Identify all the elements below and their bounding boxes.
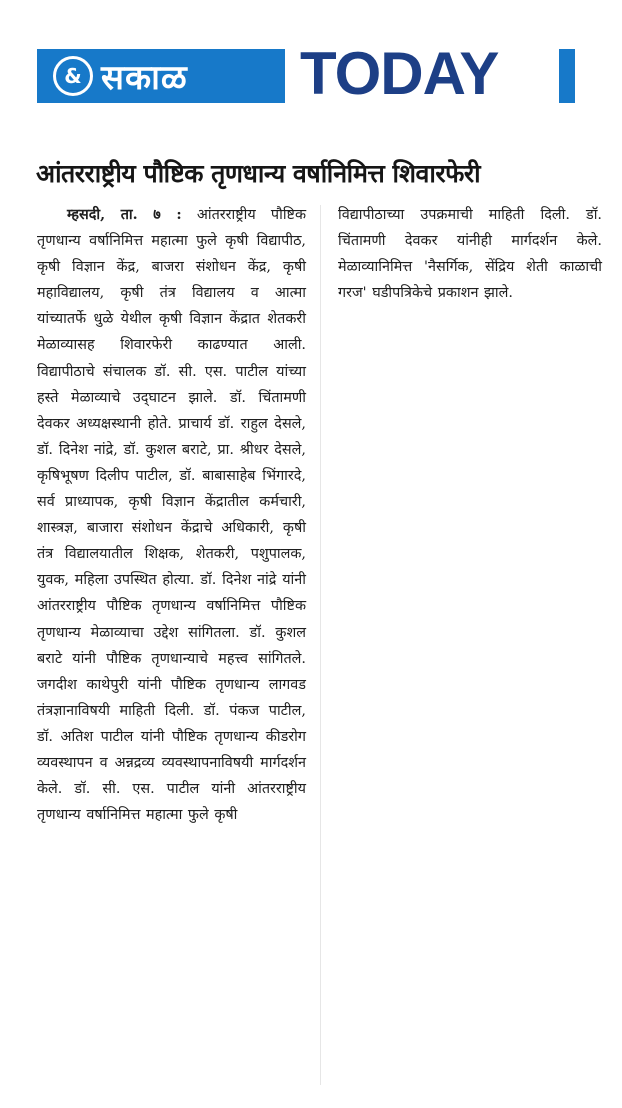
article-column-left xyxy=(37,202,306,1087)
article-dateline: म्हसदी, ता. ७ : xyxy=(67,206,182,223)
article-body-left: आंतरराष्ट्रीय पौष्टिक तृणधान्य वर्षानिमित्त महात्मा फुले कृषी विद्यापीठ, कृषी विज्ञान केंद्र, बाजरा संशोधन केंद्र, कृषी महाविद्यालय, कृषी तंत्र विद्यालय व आत्मा यांच्यातर्फे धुळे येथील कृषी विज्ञान केंद्रात शेतकरी मेळाव्यासह शिवारफेरी काढण्यात आली. विद्यापीठाचे संचालक डॉ. सी. एस. पाटील यांच्या हस्ते मेळाव्याचे उद्‍घाटन झाले. डॉ. चिंतामणी देवकर अध्यक्षस्थानी होते. प्राचार्य डॉ. राहुल देसले, डॉ. दिनेश नांद्रे, डॉ. कुशल बराटे, प्रा. श्रीधर देसले, कृषिभूषण दिलीप पाटील, डॉ. बाबासाहेब भिंगारदे, सर्व प्राध्यापक, कृषी विज्ञान केंद्रातील कर्मचारी, शास्त्रज्ञ, बाजारा संशोधन केंद्राचे अधिकारी, कृषी तंत्र विद्यालयातील शिक्षक, शेतकरी, पशुपालक, युवक, महिला उपस्थित होत्या. डॉ. दिनेश नांद्रे यांनी आंतरराष्ट्रीय पौष्टिक तृणधान्य वर्षानिमित्त पौष्टिक तृणधान्य मेळाव्याचा उद्देश सांगितला. डॉ. कुशल बराटे यांनी पौष्टिक तृणधान्याचे महत्त्व सांगितले. जगदीश काथेपुरी यांनी पौष्टिक तृणधान्य लागवड तंत्रज्ञानाविषयी माहिती दिली. डॉ. पंकज पाटील, डॉ. अतिश पाटील यांनी पौष्टिक तृणधान्य कीडरोग व्यवस्थापन व अन्नद्रव्य व्यवस्थापनाविषयी मार्गदर्शन केले. डॉ. सी. एस. पाटील यांनी आंतरराष्ट्रीय तृणधान्य वर्षानिमित्त महात्मा फुले कृषी xyxy=(37,207,307,824)
article-body-right: विद्यापीठाच्या उपक्रमाची माहिती दिली. डॉ. चिंतामणी देवकर यांनीही मार्गदर्शन केले. मेळाव्यानिमित्त 'नैसर्गिक, सेंद्रिय शेती काळाची गरज' घडीपत्रिकेचे प्रकाशन झाले. xyxy=(338,207,602,302)
brand-name: सकाळ xyxy=(101,58,188,98)
brand-logo-icon: & xyxy=(53,56,93,96)
column-divider xyxy=(320,205,321,1085)
edition-accent-bar xyxy=(559,49,575,103)
article-headline: आंतरराष्ट्रीय पौष्टिक तृणधान्य वर्षानिमित्त शिवारफेरी xyxy=(36,158,481,188)
edition-title: TODAY xyxy=(300,40,499,107)
article-column-right xyxy=(338,202,602,306)
masthead xyxy=(37,40,575,107)
brand-box xyxy=(37,49,285,103)
